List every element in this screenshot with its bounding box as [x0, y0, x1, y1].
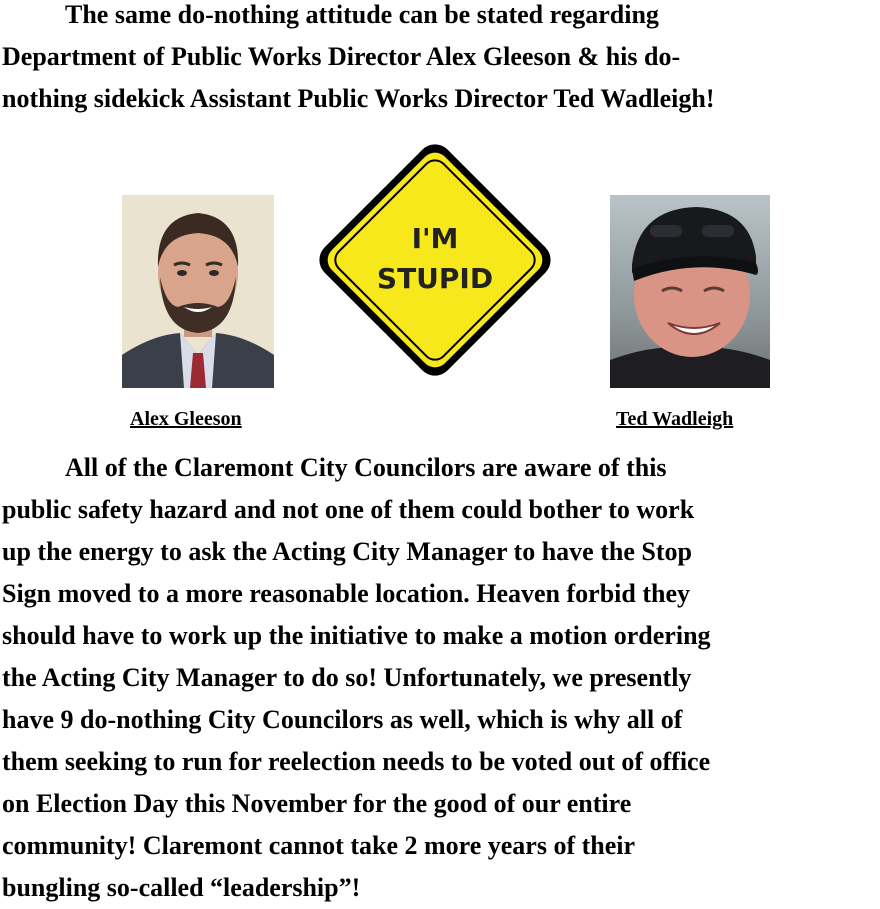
intro-line: Department of Public Works Director Alex Gleeson & his do- — [2, 42, 681, 71]
body-line: Sign moved to a more reasonable location. Heaven forbid they — [2, 579, 691, 608]
alex-gleeson-photo — [122, 195, 274, 388]
ted-wadleigh-photo — [610, 195, 770, 388]
body-line: on Election Day this November for the good of our entire — [2, 789, 632, 818]
body-line: the Acting City Manager to do so! Unfortunately, we presently — [2, 663, 692, 692]
caption-alex-gleeson: Alex Gleeson — [130, 408, 242, 430]
sign-text-line2: STUPID — [376, 262, 494, 295]
portrait-man-cap-icon — [610, 195, 770, 388]
warning-sign — [311, 136, 559, 384]
intro-paragraph — [2, 0, 878, 120]
body-line: bungling so-called “leadership”! — [2, 873, 361, 902]
sign-face — [322, 147, 548, 373]
body-line: All of the Claremont City Councilors are aware of this — [65, 453, 667, 482]
body-line: public safety hazard and not one of them could bother to work — [2, 495, 695, 524]
body-line: community! Claremont cannot take 2 more years of their — [2, 831, 636, 860]
body-line: up the energy to ask the Acting City Manager to have the Stop — [2, 537, 692, 566]
body-line: should have to work up the initiative to make a motion ordering — [2, 621, 711, 650]
intro-line: The same do-nothing attitude can be stated regarding — [65, 0, 659, 29]
sign-text-line1: I'M — [411, 222, 459, 255]
portrait-man-beard-suit-icon — [122, 195, 274, 388]
body-line: them seeking to run for reelection needs to be voted out of office — [2, 747, 711, 776]
intro-line: nothing sidekick Assistant Public Works Director Ted Wadleigh! — [2, 84, 715, 113]
caption-ted-wadleigh: Ted Wadleigh — [616, 408, 734, 430]
body-line: have 9 do-nothing City Councilors as well, which is why all of — [2, 705, 683, 734]
body-paragraph — [2, 447, 878, 909]
